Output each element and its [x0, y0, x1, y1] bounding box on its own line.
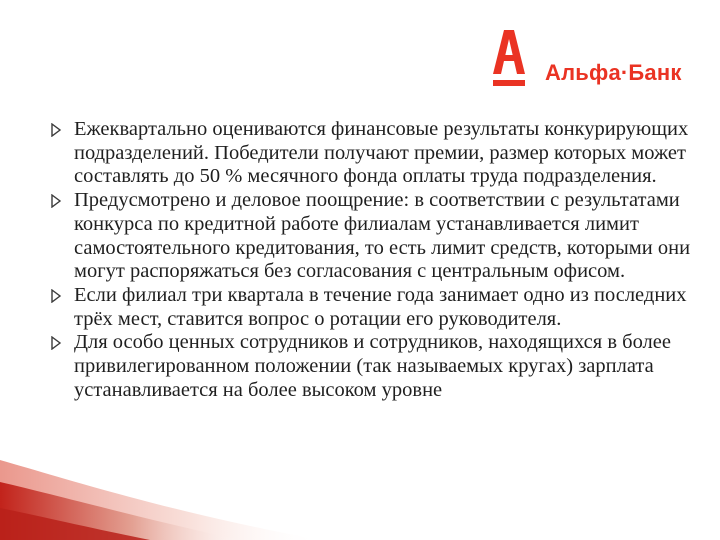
logo-text: Альфа·Банк	[545, 60, 682, 85]
bullet-text: Если филиал три квартала в течение года занимает одно из последних трёх мест, ставится вопрос о ротации его руководителя.	[74, 283, 687, 330]
triangle-right-icon	[50, 336, 62, 350]
list-item	[50, 331, 700, 402]
triangle-right-icon	[50, 289, 62, 303]
list-item	[50, 118, 700, 189]
alfa-bank-a-icon	[487, 24, 531, 88]
triangle-right-icon	[50, 194, 62, 208]
bullet-text: Для особо ценных сотрудников и сотрудников, находящихся в более привилегированном положении (так называемых кругах) зарплата устанавливается на более высоком уровне	[74, 331, 671, 401]
bullet-list	[50, 118, 700, 402]
decorative-swoosh	[0, 420, 330, 540]
bullet-text: Предусмотрено и деловое поощрение: в соответствии с результатами конкурса по кредитной работе филиалам устанавливается лимит самостоятельного кредитования, то есть лимит средств, которыми они могут распоряжаться без согласования с центральным офисом.	[74, 189, 691, 283]
alfa-bank-logo	[487, 24, 715, 96]
bullet-text: Ежеквартально оцениваются финансовые результаты конкурирующих подразделений. Победители получают премии, размер которых может составлять до 50 % месячного фонда оплаты труда подразделения.	[74, 118, 689, 188]
list-item	[50, 189, 700, 284]
list-item	[50, 284, 700, 331]
triangle-right-icon	[50, 123, 62, 137]
